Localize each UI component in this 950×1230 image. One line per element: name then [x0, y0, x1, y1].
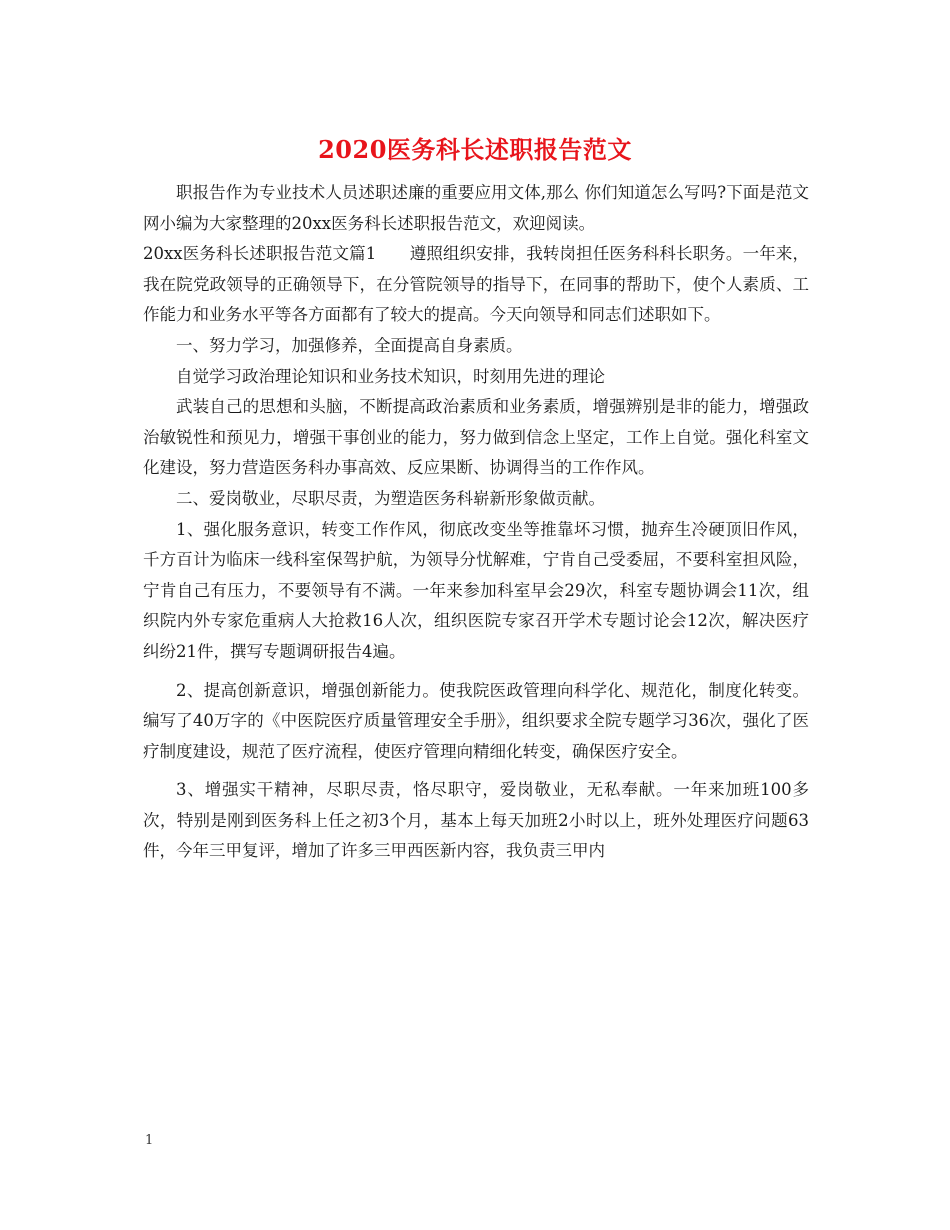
paragraph-item-1: 1、强化服务意识，转变工作作风，彻底改变坐等推靠坏习惯，抛弃生冷硬顶旧作风，千方百计为临床一线科室保驾护航，为领导分忧解难，宁肯自己受委屈，不要科室担风险，宁肯自己有压力，不要领导有不满。一年来参加科室早会29次，科室专题协调会11次，组织院内外专家危重病人大抢救16人次，组织医院专家召开学术专题讨论会12次，解决医疗纠纷21件，撰写专题调研报告4遍。 [143, 519, 809, 661]
document-body [143, 178, 809, 867]
paragraph-study: 自觉学习政治理论知识和业务技术知识，时刻用先进的理论 [176, 366, 605, 386]
page-number: 1 [145, 1133, 154, 1148]
paragraph-opening: 20xx医务科长述职报告范文篇1 遵照组织安排，我转岗担任医务科科长职务。一年来，我在院党政领导的正确领导下，在分管院领导的指导下，在同事的帮助下，使个人素质、工作能力和业务水平等各方面都有了较大的提高。今天向领导和同志们述职如下。 [143, 244, 809, 325]
document-title: 2020医务科长述职报告范文 [318, 135, 632, 164]
paragraph-heading-1: 一、努力学习，加强修养，全面提高自身素质。 [176, 335, 523, 355]
paragraph-heading-2: 二、爱岗敬业，尽职尽责，为塑造医务科崭新形象做贡献。 [176, 488, 605, 508]
paragraph-intro: 职报告作为专业技术人员述职述廉的重要应用文体,那么 你们知道怎么写吗?下面是范文网小编为大家整理的20xx医务科长述职报告范文，欢迎阅读。 [143, 183, 809, 233]
paragraph-item-2: 2、提高创新意识，增强创新能力。使我院医政管理向科学化、规范化，制度化转变。编写了40万字的《中医院医疗质量管理安全手册》，组织要求全院专题学习36次，强化了医疗制度建设，规范了医疗流程，使医疗管理向精细化转变，确保医疗安全。 [143, 680, 809, 761]
paragraph-item-3: 3、增强实干精神，尽职尽责，恪尽职守，爱岗敬业，无私奉献。一年来加班100多次，特别是刚到医务科上任之初3个月，基本上每天加班2小时以上，班外处理医疗问题63件，今年三甲复评，增加了许多三甲西医新内容，我负责三甲内 [143, 780, 809, 861]
paragraph-study-continued: 武装自己的思想和头脑，不断提高政治素质和业务素质，增强辨别是非的能力，增强政治敏锐性和预见力，增强干事创业的能力，努力做到信念上坚定，工作上自觉。强化科室文化建设，努力营造医务科办事高效、反应果断、协调得当的工作作风。 [143, 397, 809, 478]
